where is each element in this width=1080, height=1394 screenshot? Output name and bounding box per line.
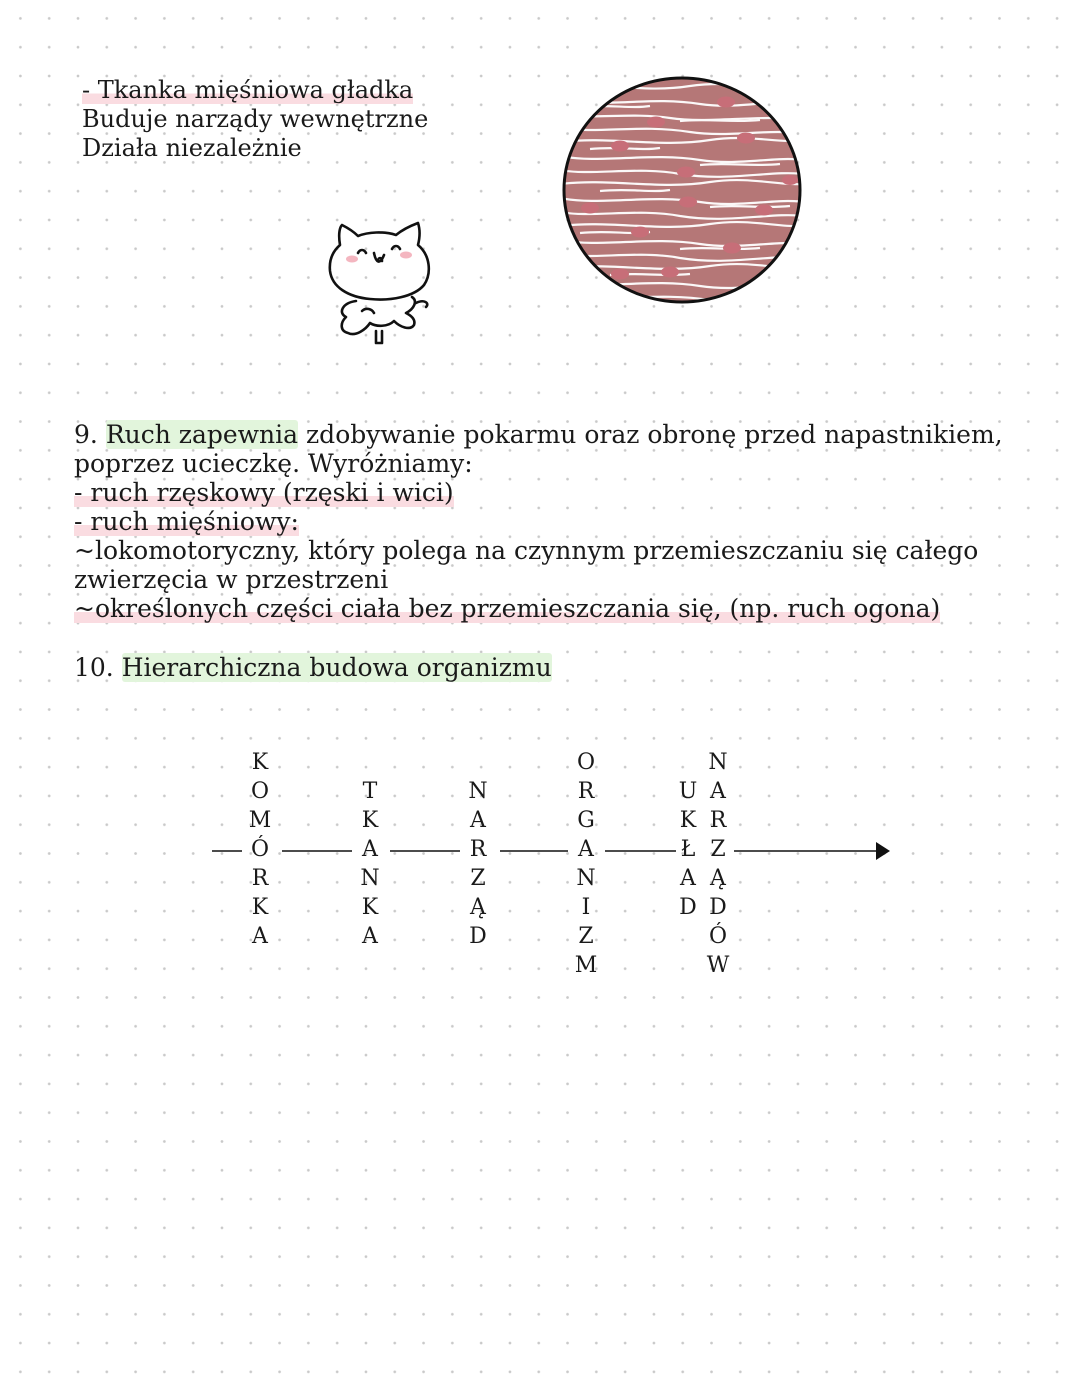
letter: R: [577, 779, 595, 804]
hierarchy-column-tkanka: [352, 777, 388, 951]
letter: D: [709, 895, 727, 920]
letter: Z: [578, 924, 594, 949]
letter: O: [576, 750, 596, 775]
letter: Z: [470, 866, 486, 891]
letter: Ó: [708, 924, 728, 949]
muscle-line-2: Działa niezależnie: [82, 134, 302, 162]
letter: D: [679, 895, 697, 920]
letter: A: [470, 808, 486, 833]
letter: N: [576, 866, 596, 891]
letter: A: [710, 779, 726, 804]
section-10-number: 10.: [74, 653, 114, 682]
letter: T: [362, 779, 378, 804]
letter: A: [578, 837, 594, 862]
letter: K: [251, 750, 269, 775]
letter: N: [468, 779, 488, 804]
section-10-title: Hierarchiczna budowa organizmu: [121, 653, 552, 682]
muscle-title-text: - Tkanka mięśniowa gładka: [82, 76, 414, 104]
section-9-line-1-rest: zdobywanie pokarmu oraz obronę przed napastnikiem,: [306, 420, 1003, 449]
letter: Ó: [250, 837, 270, 862]
hierarchy-column-narzad: [460, 777, 496, 951]
letter: Z: [710, 837, 726, 862]
letter: R: [469, 837, 487, 862]
letter: A: [362, 924, 378, 949]
letter: G: [577, 808, 595, 833]
letter: K: [679, 808, 697, 833]
letter: W: [706, 953, 730, 978]
hierarchy-column-uklad: [672, 777, 704, 922]
letter: Ą: [470, 895, 486, 920]
letter: D: [469, 924, 487, 949]
letter: R: [251, 866, 269, 891]
muscle-movement-text: - ruch mięśniowy:: [74, 507, 299, 536]
letter: N: [360, 866, 380, 891]
body-parts-movement-text: ~określonych części ciała bez przemieszczania się, (np. ruch ogona): [74, 594, 941, 623]
hierarchy-column-komorka: [242, 748, 278, 951]
letter: Ł: [680, 837, 696, 862]
muscle-line-1: Buduje narządy wewnętrzne: [82, 105, 429, 133]
letter: R: [709, 808, 727, 833]
letter: O: [250, 779, 270, 804]
letter: N: [708, 750, 728, 775]
letter: K: [361, 808, 379, 833]
ciliary-movement-text: - ruch rzęskowy (rzęski i wici): [74, 478, 454, 507]
letter: A: [252, 924, 268, 949]
letter: A: [362, 837, 378, 862]
section-9-highlight: Ruch zapewnia: [105, 420, 299, 449]
section-9-line-5: ~lokomotoryczny, który polega na czynnym przemieszczaniu się całego: [74, 536, 979, 565]
hierarchy-column-narzadow: [702, 748, 734, 980]
letter: Ą: [710, 866, 726, 891]
section-9-line-2: poprzez ucieczkę. Wyróżniamy:: [74, 449, 473, 478]
section-9-line-6: zwierzęcia w przestrzeni: [74, 565, 389, 594]
hierarchy-column-organizm: [568, 748, 604, 980]
letter: I: [581, 895, 591, 920]
letter: A: [680, 866, 696, 891]
letter: K: [361, 895, 379, 920]
letter: M: [248, 808, 272, 833]
letter: K: [251, 895, 269, 920]
letter: U: [678, 779, 698, 804]
section-9-number: 9.: [74, 420, 98, 449]
letter: M: [574, 953, 598, 978]
